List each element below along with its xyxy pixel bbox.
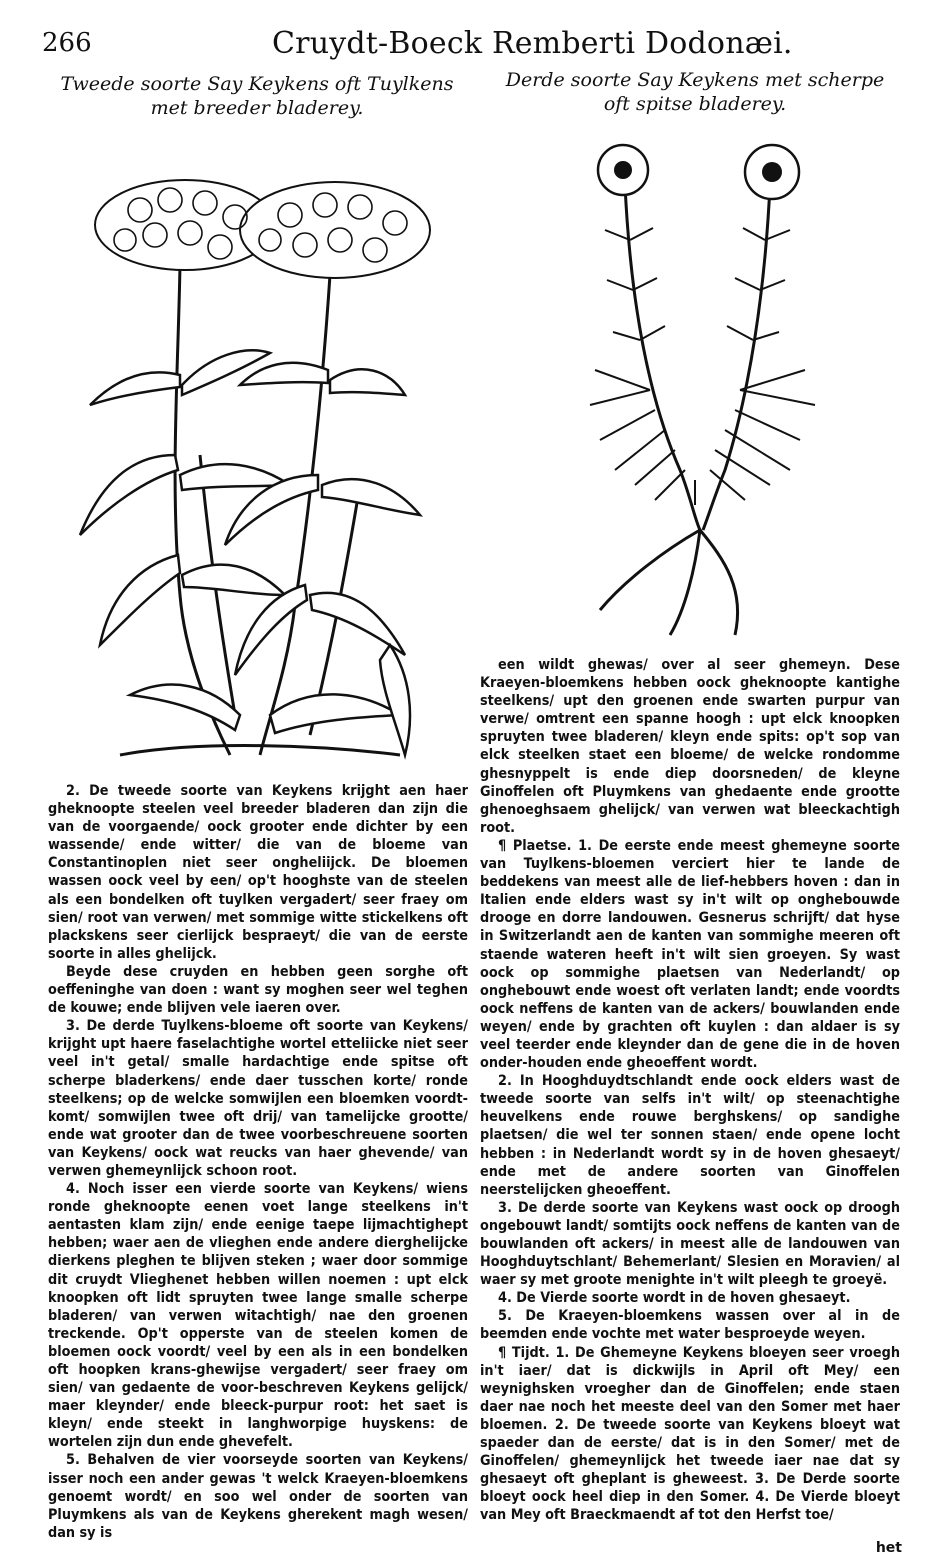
- page-header: [42, 22, 902, 62]
- paragraph: ¶ Tijdt. 1. De Ghemeyne Keykens bloeyen seer vroegh in't iaer/ dat is dickwijls in April oft Mey/ een weynighsken vroegher dan de Ginoffelen; ende staen daer nae noch het meeste deel van den Somer met haer bloemen. 2. De tweede soorte van Keykens bloeyt wat spaeder dan de eerste/ dat is in den Somer/ met de Ginoffelen/ ghemeynlijck het tweede iaer nae dat sy ghesaeyt oft gheplant is gheweest. 3. De Derde soorte bloeyt oock heel diep in den Somer. 4. De Vierde bloeyt van Mey oft Braeckmaendt af tot den Herfst toe/: [480, 1344, 900, 1524]
- paragraph: een wildt ghewas/ over al seer ghemeyn. Dese Kraeyen-bloemkens hebben oock gheknoopte kantighe steelkens/ upt den groenen ende swarten purpur van verwe/ omtrent een spanne hoogh : upt elck knoopken spruyten twee bladeren/ kleyn ende spits: op't sop van elck steelken staet een bloeme/ de welcke rondomme ghesnyppelt is ende diep doorsneden/ de kleyne Ginoffelen oft Pluymkens van ghedaente ende grootte ghenoeghsaem ghelijck/ van verwen wat bleeckachtigh root.: [480, 657, 900, 836]
- text-column-left: [48, 782, 468, 1542]
- catchword: het: [875, 1540, 902, 1556]
- paragraph: 5. De Kraeyen-bloemkens wassen over al in de beemden ende vochte met water besproeyde weyen.: [480, 1308, 900, 1343]
- paragraph: 3. De derde soorte van Keykens wast oock op droogh ongebouwt landt/ somtijts oock neffens de kanten van de bouwlanden oft ackers/ in meest alle de landouwen van Hooghduytschlant/ Behemerlant/ Slesien en Moravien/ al waer sy met groote menighte in't wilt pleegh te groeyë.: [480, 1199, 900, 1289]
- paragraph: Beyde dese cruyden en hebben geen sorghe oft oeffeninghe van doen : want sy moghen seer wel teghen de kouwe; ende blijven vele iaeren over.: [48, 963, 468, 1017]
- caption-right: Derde soorte Say Keykens met scherpe oft spitse bladerey.: [505, 69, 885, 115]
- page-number: 266: [42, 28, 92, 58]
- woodcut-narrow-leaved-pink: [575, 140, 875, 640]
- text-column-right: [480, 656, 900, 1525]
- paragraph: 3. De derde Tuylkens-bloeme oft soorte van Keykens/ krijght upt haere faselachtighe wortel etteliicke niet seer veel in't getal/ smalle hardachtige ende spitse oft scherpe bladerkens/ ende daer tusschen korte/ ronde steelkens; op de welcke somwijlen een bloemken voordt-komt/ somwijlen twee oft drij/ van tamelijcke grootte/ ende wat grooter dan de twee voorbeschreuene soorten van Keykens/ oock wat reucks van haer ghevende/ van verwen ghemeynlijck schoon root.: [48, 1018, 468, 1179]
- caption-left: Tweede soorte Say Keykens oft Tuylkens met breeder bladerey.: [60, 73, 454, 119]
- paragraph: 4. De Vierde soorte wordt in de hoven ghesaeyt.: [498, 1290, 851, 1307]
- paragraph: ¶ Plaetse. 1. De eerste ende meest ghemeyne soorte van Tuylkens-bloemen verciert hier te lande de beddekens van meest alle de lief-hebbers hoven : dan in Italien ende elders wast sy in't wilt op onghebouwde drooge en dorre landouwen. Gesnerus schrijft/ dat hyse in Switzerlandt aen de kanten van sommighe meeren oft staende wateren heeft in't wilt sien groeyen. Sy wast oock op sommighe plaetsen van Nederlandt/ op onghebouwt ende woest oft verlaten landt; ende voordts oock neffens de kanten van de ackers/ bouwlanden ende weyen/ ende by grachten oft kuylen : dan aldaer is sy veel teerder ende kleynder dan de gene die in de hoven onder-houden ende gheoeffent wordt.: [480, 837, 900, 1072]
- paragraph: 5. Behalven de vier voorseyde soorten van Keykens/ isser noch een ander gewas 't welck Kraeyen-bloemkens genoemt wordt/ en soo wel onder de soorten van Pluymkens als van de Keykens gherekent magh wesen/ dan sy is: [48, 1452, 468, 1541]
- paragraph: 4. Noch isser een vierde soorte van Keykens/ wiens ronde gheknoopte eenen voet lange steelkens in't aentasten klam zijn/ ende eenige taepe lijmachtighept hebben; waer aen de vlieghen ende andere dierghelijcke dierkens pleghen te blijven steken ; waer door sommige dit cruydt Vlieghenet hebben willen noemen : upt elck knoopken oft lidt spruyten twee lange smalle scherpe bladeren/ van verwen witachtigh/ nae den groenen treckende. Op't opperste van de steelen komen de bloemen oock voordt/ veel by een als in een bondelken oft hoopken krans-ghewijse vergadert/ seer fraey om sien/ van gedaente de voor-beschreven Keykens gelijck/ maer kleynder/ ende bleeck-purpur root: het saet is kleyn/ ende steekt in langhworpige huyskens: de wortelen zijn dun ende ghevefelt.: [48, 1181, 468, 1451]
- running-head: Cruydt-Boeck Remberti Dodonæi.: [272, 26, 793, 61]
- paragraph: 2. In Hooghduydtschlandt ende oock elders wast de tweede soorte van selfs in't wilt/ op steenachtighe heuvelkens ende rouwe berghskens/ op sandighe plaetsen/ die wel ter sonnen staen/ ende opene locht hebben : in Nederlandt wordt sy in de hoven ghesaeyt/ ende met de andere soorten van Ginoffelen neerstelijcken gheoeffent.: [480, 1073, 900, 1198]
- woodcut-broad-leaved-pink: [60, 155, 460, 770]
- paragraph: 2. De tweede soorte van Keykens krijght aen haer gheknoopte steelen veel breeder bladeren dan zijn die van de voorgaende/ oock grooter ende dichter by een wassende/ ende witter/ die van de bloeme van Constantinoplen niet seer ongheliijck. De bloemen wassen oock veel by een/ op't hooghste van de steelen als een bondelken oft tuylken vergadert/ seer fraey om sien/ root van verwen/ met sommige witte stickelkens oft plackskens seer cierlijck bespraeyt/ die van de eerste soorte in alles ghelijck.: [48, 783, 468, 962]
